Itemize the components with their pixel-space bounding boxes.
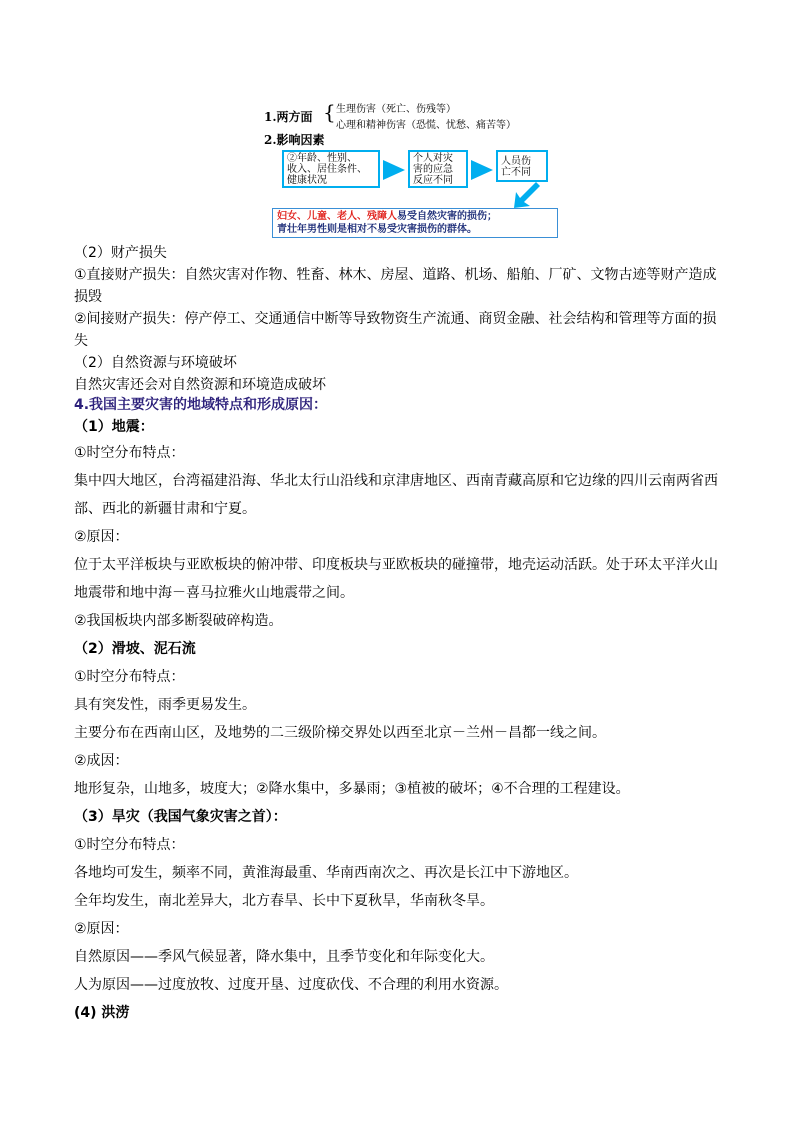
box-line: 人员伤 xyxy=(501,156,531,167)
text-line: 各地均可发生，频率不同，黄淮海最重、华南西南次之、再次是长江中下游地区。 xyxy=(74,865,578,881)
text-line: （2）财产损失 xyxy=(74,245,167,261)
text-line: 自然原因——季风气候显著，降水集中，且季节变化和年际变化大。 xyxy=(74,949,494,965)
text-line: （2）自然资源与环境破坏 xyxy=(74,355,237,371)
text-line: 主要分布在西南山区，及地势的二三级阶梯交界处以西至北京－兰州－昌都一线之间。 xyxy=(74,725,606,741)
note-box xyxy=(272,208,558,238)
text-line: 人为原因——过度放牧、过度开垦、过度砍伐、不合理的利用水资源。 xyxy=(74,977,508,993)
text-line: 全年均发生，南北差异大，北方春旱、长中下夏秋旱，华南秋冬旱。 xyxy=(74,893,494,909)
note-red-text: 妇女、儿童、老人、残障人 xyxy=(277,211,397,222)
factor-box-casualty xyxy=(496,150,548,182)
text-line: ②成因： xyxy=(74,753,129,769)
text-line: 集中四大地区，台湾福建沿海、华北太行山沿线和京津唐地区、西南青藏高原和它边缘的四川云南两省西 xyxy=(74,473,718,489)
text-line: 地形复杂，山地多，坡度大；②降水集中，多暴雨；③植被的破坏；④不合理的工程建设。 xyxy=(74,781,630,797)
box-line: 反应不同 xyxy=(413,175,453,186)
box-line: 健康状况 xyxy=(287,175,327,186)
text-line: ①时空分布特点： xyxy=(74,445,185,461)
text-line: 位于太平洋板块与亚欧板块的俯冲带、印度板块与亚欧板块的碰撞带，地壳运动活跃。处于环太平洋火山 xyxy=(74,557,718,573)
text-line: ②原因： xyxy=(74,529,129,545)
brace-symbol: { xyxy=(323,100,336,124)
factor-box-response xyxy=(408,150,468,188)
box-line: 害的应急 xyxy=(413,164,453,175)
note-navy-text-2: 青壮年男性则是相对不易受灾害损伤的群体。 xyxy=(277,224,477,235)
arrow-down-left-icon xyxy=(514,182,540,208)
text-line: 损毁 xyxy=(74,289,102,305)
impact-diagram xyxy=(262,98,562,238)
mental-harm-text: 心理和精神伤害（恐慌、忧愁、痛苦等） xyxy=(336,120,516,131)
box-line: 个人对灾 xyxy=(413,153,453,164)
box-line: ②年龄、性别、 xyxy=(287,153,357,164)
factor-box-age xyxy=(282,150,380,188)
arrow-right-icon xyxy=(383,160,405,180)
text-line: （3）旱灾（我国气象灾害之首）： xyxy=(74,809,287,825)
text-line: (4) 洪涝 xyxy=(74,1005,130,1021)
box-line: 收入、居住条件、 xyxy=(287,164,367,175)
text-line: 自然灾害还会对自然资源和环境造成破坏 xyxy=(74,377,326,393)
two-aspects-label: 1.两方面 xyxy=(264,110,313,124)
text-line: ②原因： xyxy=(74,921,129,937)
text-line: ①直接财产损失：自然灾害对作物、牲畜、林木、房屋、道路、机场、船舶、厂矿、文物古迹等财产造成 xyxy=(74,267,717,283)
box-line: 亡不同 xyxy=(501,167,531,178)
factors-label: 2.影响因素 xyxy=(264,133,325,147)
note-navy-text-1: 易受自然灾害的损伤； xyxy=(397,211,497,222)
text-line: 具有突发性，雨季更易发生。 xyxy=(74,697,256,713)
arrow-right-icon xyxy=(471,160,493,180)
text-line: ①时空分布特点： xyxy=(74,837,185,853)
text-line: 失 xyxy=(74,333,88,349)
physical-harm-text: 生理伤害（死亡、伤残等） xyxy=(336,104,456,115)
text-line: ①时空分布特点： xyxy=(74,669,185,685)
text-line: ②我国板块内部多断裂破碎构造。 xyxy=(74,613,283,629)
text-line: 地震带和地中海－喜马拉雅火山地震带之间。 xyxy=(74,585,354,601)
text-line: （2）滑坡、泥石流 xyxy=(74,641,196,657)
text-line: （1）地震： xyxy=(74,419,154,435)
text-line: ②间接财产损失：停产停工、交通通信中断等导致物资生产流通、商贸金融、社会结构和管理等方面的损 xyxy=(74,311,717,327)
text-line: 部、西北的新疆甘肃和宁夏。 xyxy=(74,501,256,517)
text-line: 4.我国主要灾害的地域特点和形成原因： xyxy=(74,397,328,413)
